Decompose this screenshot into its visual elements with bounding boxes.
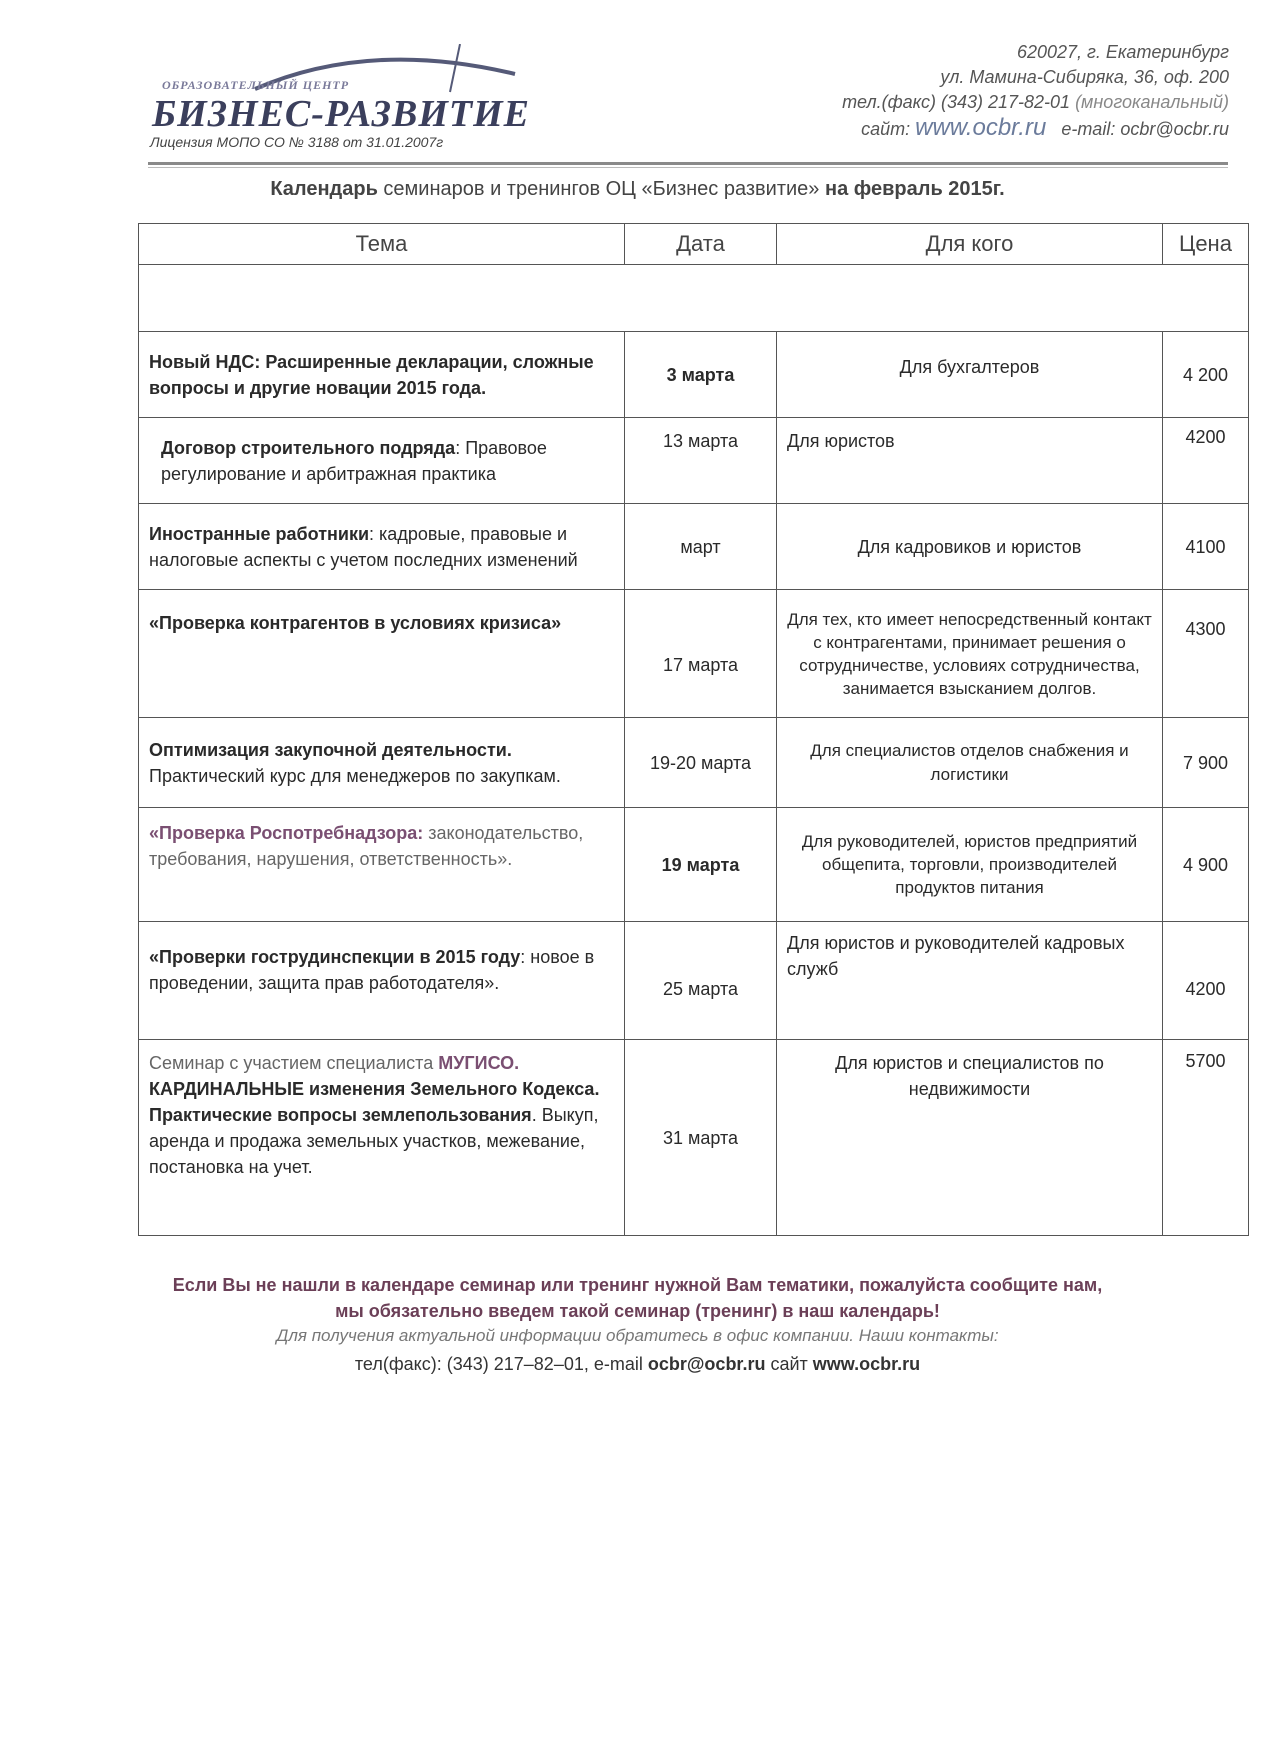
topic-cell — [139, 922, 625, 1040]
topic-cell — [139, 332, 625, 418]
date-text: март — [680, 536, 721, 557]
phone-line — [842, 90, 1229, 115]
phone-note: (многоканальный) — [1075, 92, 1229, 112]
title-part-3: на февраль 2015г. — [824, 178, 1005, 200]
topic-rest: : новое в проведении, защита прав работодателя». — [149, 946, 595, 993]
topic-bold: КАРДИНАЛЬНЫЕ изменения Земельного Кодекса. Практические вопросы землепользования — [149, 1079, 600, 1125]
price-text: 7 900 — [1182, 752, 1229, 773]
date-text: 25 марта — [662, 978, 739, 999]
who-text: Для юристов — [787, 431, 895, 451]
who-text: Для тех, кто имеет непосредственный контакт с контрагентами, принимает решения о сотрудничестве, условиях сотрудничества, занимается взысканием долгов. — [787, 609, 1152, 698]
email-label: e-mail: — [1061, 119, 1116, 139]
date-text: 3 марта — [666, 364, 735, 385]
footer-email-label: e-mail — [588, 1354, 648, 1374]
footer-info: Для получения актуальной информации обратитесь в офис компании. Наши контакты: — [276, 1326, 999, 1345]
who-cell — [777, 418, 1163, 504]
who-text: Для бухгалтеров — [899, 357, 1040, 377]
license-info: Лицензия МОПО СО № 3188 от 31.01.2007г — [150, 134, 444, 150]
who-cell — [777, 504, 1163, 590]
price-text: 4 200 — [1182, 364, 1229, 385]
date-cell — [625, 922, 777, 1040]
table-row — [139, 718, 1249, 808]
price-cell — [1163, 504, 1249, 590]
table-header-row — [139, 224, 1249, 265]
table-row — [139, 808, 1249, 922]
topic-bold: «Проверки гострудинспекции в 2015 году — [149, 946, 521, 967]
price-text: 4100 — [1185, 536, 1226, 557]
table-row — [139, 922, 1249, 1040]
footer-email-link[interactable]: ocbr@ocbr.ru — [647, 1354, 766, 1374]
footer-site-link[interactable]: www.ocbr.ru — [812, 1354, 921, 1374]
who-text: Для специалистов отделов снабжения и логистики — [810, 740, 1129, 784]
date-cell — [625, 504, 777, 590]
who-cell — [777, 922, 1163, 1040]
topic-prefix: Семинар с участием специалиста — [149, 1053, 439, 1073]
who-cell — [777, 1040, 1163, 1236]
logo-name: БИЗНЕС-РАЗВИТИЕ — [152, 93, 531, 135]
table-row — [139, 1040, 1249, 1236]
date-cell — [625, 590, 777, 718]
topic-cell — [139, 1040, 625, 1236]
price-cell — [1163, 718, 1249, 808]
who-cell — [777, 590, 1163, 718]
topic-bold: Договор строительного подряда — [161, 437, 456, 458]
topic-bold: Новый НДС: Расширенные декларации, сложные вопросы и другие новации 2015 года. — [149, 351, 594, 398]
price-cell — [1163, 418, 1249, 504]
logo-subtitle: ОБРАЗОВАТЕЛЬНЫЙ ЦЕНТР — [162, 78, 350, 92]
who-text: Для юристов и руководителей кадровых служб — [787, 933, 1125, 979]
price-text: 4 900 — [1182, 854, 1229, 875]
table-row — [139, 418, 1249, 504]
date-cell — [625, 718, 777, 808]
date-text: 19 марта — [661, 854, 740, 875]
topic-cell — [139, 418, 625, 504]
header-topic: Тема — [139, 224, 625, 265]
footer-phone-label: тел(факс): — [354, 1354, 442, 1374]
document-title — [0, 178, 1275, 201]
header-date: Дата — [625, 224, 777, 265]
web-line — [842, 115, 1229, 142]
contact-block — [842, 40, 1229, 142]
footer — [0, 1272, 1275, 1375]
site-label: сайт: — [861, 119, 911, 139]
header-price: Цена — [1163, 224, 1249, 265]
topic-bold: Иностранные работники — [149, 523, 370, 544]
address-line-2: ул. Мамина-Сибиряка, 36, оф. 200 — [940, 67, 1229, 87]
date-text: 31 марта — [662, 1127, 739, 1148]
blank-cell — [139, 265, 1249, 332]
price-cell — [1163, 808, 1249, 922]
topic-bold: Оптимизация закупочной деятельности. — [149, 739, 512, 760]
topic-org: МУГИСО. — [438, 1053, 520, 1073]
price-cell — [1163, 332, 1249, 418]
price-text: 4200 — [1185, 427, 1226, 447]
topic-cell — [139, 590, 625, 718]
price-text: 4300 — [1185, 619, 1226, 639]
who-text: Для руководителей, юристов предприятий общепита, торговли, производителей продуктов питания — [801, 832, 1138, 897]
price-text: 5700 — [1185, 1051, 1226, 1071]
table-row — [139, 332, 1249, 418]
who-text: Для кадровиков и юристов — [857, 536, 1082, 557]
date-text: 13 марта — [662, 431, 739, 451]
site-link[interactable]: www.ocbr.ru — [915, 114, 1047, 141]
price-cell — [1163, 1040, 1249, 1236]
topic-cell — [139, 808, 625, 922]
date-cell — [625, 808, 777, 922]
seminar-calendar-table — [138, 223, 1249, 1236]
phone-number: тел.(факс) (343) 217-82-01 — [842, 92, 1071, 112]
company-logo — [150, 42, 540, 152]
topic-rest: Практический курс для менеджеров по закупкам. — [149, 765, 561, 786]
footer-site-label: сайт — [765, 1354, 813, 1374]
topic-rest: : кадровые, правовые и налоговые аспекты с учетом последних изменений — [149, 523, 578, 570]
header-divider — [148, 162, 1228, 165]
price-cell — [1163, 922, 1249, 1040]
date-text: 17 марта — [662, 654, 739, 675]
footer-notice-1: Если Вы не нашли в календаре семинар или тренинг нужной Вам тематики, пожалуйста сообщите нам, — [172, 1275, 1103, 1295]
header-divider-thin — [148, 167, 1228, 168]
topic-bold: «Проверка Роспотребнадзора: — [149, 823, 424, 843]
topic-rest: : Правовое регулирование и арбитражная практика — [161, 437, 547, 484]
header-who: Для кого — [777, 224, 1163, 265]
address-line-1: 620027, г. Екатеринбург — [1016, 42, 1229, 62]
title-part-1: Календарь — [270, 178, 378, 200]
topic-rest: законодательство, требования, нарушения, ответственность». — [149, 823, 584, 869]
price-text: 4200 — [1185, 978, 1226, 999]
topic-cell — [139, 718, 625, 808]
title-part-2: семинаров и тренингов ОЦ «Бизнес развитие» — [377, 178, 825, 200]
table-row — [139, 504, 1249, 590]
email-link[interactable]: ocbr@ocbr.ru — [1120, 119, 1229, 139]
who-cell — [777, 332, 1163, 418]
table-blank-row — [139, 265, 1249, 332]
footer-notice-2: мы обязательно введем такой семинар (тренинг) в наш календарь! — [335, 1301, 940, 1321]
date-cell — [625, 418, 777, 504]
topic-rest: . Выкуп, аренда и продажа земельных участков, межевание, постановка на учет. — [149, 1105, 599, 1177]
who-text: Для юристов и специалистов по недвижимости — [835, 1053, 1104, 1099]
date-cell — [625, 332, 777, 418]
footer-phone: (343) 217–82–01, — [441, 1354, 589, 1374]
topic-cell — [139, 504, 625, 590]
table-row — [139, 590, 1249, 718]
date-text: 19-20 марта — [649, 752, 752, 773]
footer-contacts — [0, 1354, 1275, 1375]
who-cell — [777, 718, 1163, 808]
date-cell — [625, 1040, 777, 1236]
topic-bold: «Проверка контрагентов в условиях кризиса» — [149, 613, 562, 633]
who-cell — [777, 808, 1163, 922]
price-cell — [1163, 590, 1249, 718]
